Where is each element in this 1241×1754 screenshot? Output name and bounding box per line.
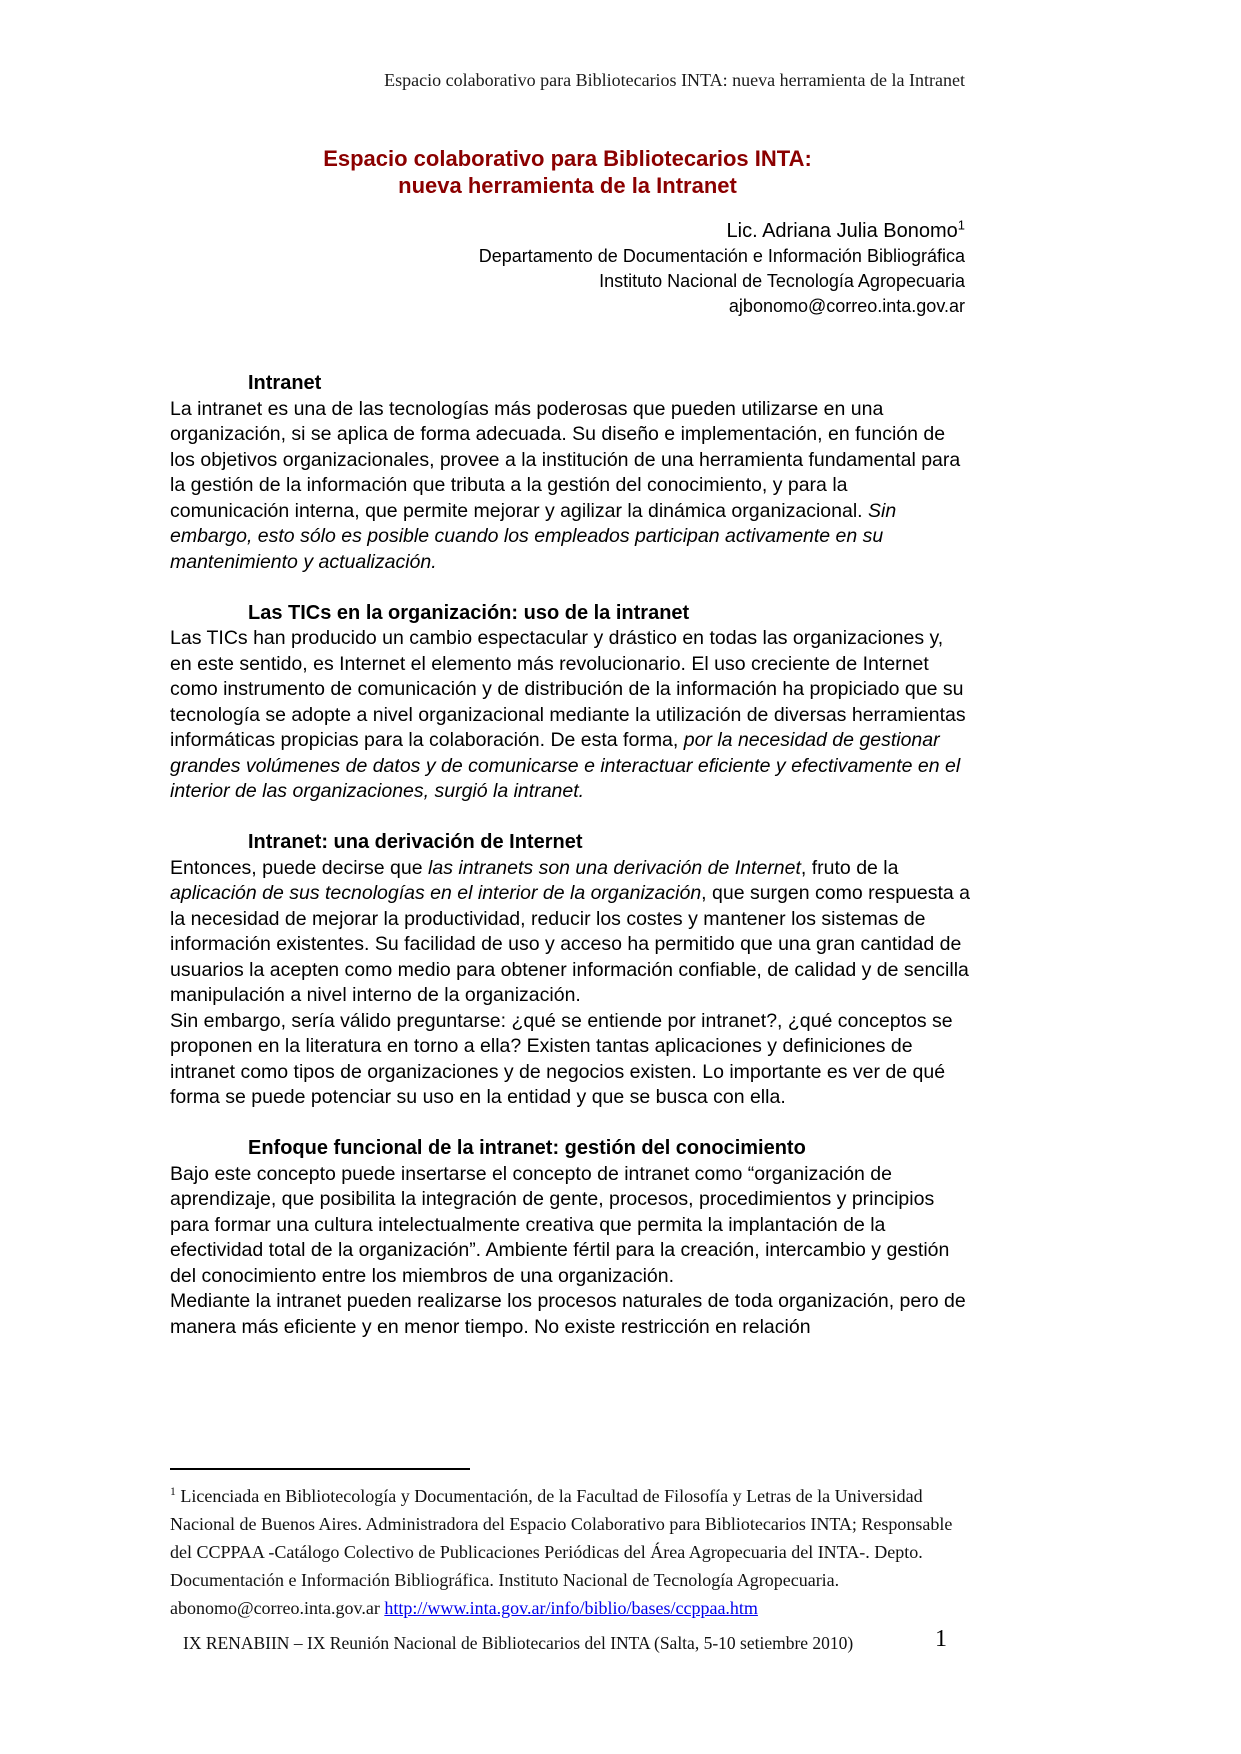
document-title xyxy=(170,145,965,199)
paragraph-enfoque-1 xyxy=(170,1162,970,1290)
running-header: Espacio colaborativo para Bibliotecarios INTA: nueva herramienta de la Intranet xyxy=(384,70,965,90)
page-footer xyxy=(183,1633,903,1654)
paragraph-tics xyxy=(170,626,970,805)
paragraph-derivacion-2 xyxy=(170,1009,970,1111)
section-heading-enfoque: Enfoque funcional de la intranet: gestión del conocimiento xyxy=(248,1137,806,1159)
author-name xyxy=(170,219,965,244)
document-body xyxy=(170,371,970,1340)
paragraph-intranet xyxy=(170,397,970,576)
author-block xyxy=(170,219,965,319)
section-heading-derivacion: Intranet: una derivación de Internet xyxy=(248,831,583,853)
footer-text: IX RENABIIN – IX Reunión Nacional de Bibliotecarios del INTA (Salta, 5-10 setiembre 2010) xyxy=(183,1633,854,1653)
text-run: Las TICs han producido un cambio espectacular y drástico en todas las organizaciones y, en este sentido, es Internet el elemento más revolucionario. El uso creciente de Internet como instrumento de comunicación y de distribución de la información ha propiciado que su tecnología se adopte a nivel organizacional mediante la utilización de diversas herramientas informáticas propicias para la colaboración. De esta forma, xyxy=(170,627,966,751)
text-run: , que surgen como respuesta a la necesidad de mejorar la productividad, reducir los costes y mantener los sistemas de información existentes. Su facilidad de uso y acceso ha permitido que una gran cantidad de usuarios la acepten como medio para obtener información confiable, de calidad y de sencilla manipulación a nivel interno de la organización. xyxy=(170,882,971,1006)
text-run: La intranet es una de las tecnologías más poderosas que pueden utilizarse en una organización, si se aplica de forma adecuada. Su diseño e implementación, en función de los objetivos organizacionales, provee a la institución de una herramienta fundamental para la gestión de la información que tributa a la gestión del conocimiento, y para la comunicación interna, que permite mejorar y agilizar la dinámica organizacional. xyxy=(170,397,961,522)
author-department: Departamento de Documentación e Información Bibliográfica xyxy=(478,246,965,266)
footnote-text xyxy=(170,1482,965,1622)
text-run: , fruto de la xyxy=(800,856,899,879)
text-run-italic: las intranets son una derivación de Internet xyxy=(428,856,801,879)
footnote-block xyxy=(170,1468,965,1622)
footnote-separator-rule xyxy=(170,1468,470,1470)
text-run: Entonces, puede decirse que xyxy=(170,856,429,879)
section-heading-intranet: Intranet xyxy=(248,372,322,394)
paragraph-derivacion-1 xyxy=(170,856,970,1009)
footnote-reference: 1 xyxy=(957,217,965,233)
author-name-text: Lic. Adriana Julia Bonomo xyxy=(726,220,958,242)
footnote-body-text: Licenciada en Bibliotecología y Documentación, de la Facultad de Filosofía y Letras de la Universidad Nacional de Buenos Aires. Administradora del Espacio Colaborativo para Bibliotecarios INTA; Responsable del CCPPAA -Catálogo Colectivo de Publicaciones Periódicas del Área Agropecuaria del INTA-. Depto. Documentación e Información Bibliográfica. Instituto Nacional de Tecnología Agropecuaria. abonomo@correo.inta.gov.ar xyxy=(170,1486,953,1618)
text-run-italic: aplicación de sus tecnologías en el interior de la organización xyxy=(170,882,702,904)
title-line-2: nueva herramienta de la Intranet xyxy=(398,173,737,198)
text-run: Sin embargo, sería válido preguntarse: ¿qué se entiende por intranet?, ¿qué conceptos se proponen en la literatura en torno a ella? Existen tantas aplicaciones y definiciones de intranet como tipos de organizaciones y de negocios existen. Lo importante es ver de qué forma se puede potenciar su uso en la entidad y que se busca con ella. xyxy=(170,1009,953,1108)
text-run-italic: Sin embargo, esto sólo es posible cuando los empleados participan activamente en su mantenimiento y actualización. xyxy=(170,499,897,573)
text-run: Mediante la intranet pueden realizarse los procesos naturales de toda organización, pero de manera más eficiente y en menor tiempo. No existe restricción en relación xyxy=(170,1290,966,1338)
footnote-url-link[interactable]: http://www.inta.gov.ar/info/biblio/bases/ccppaa.htm xyxy=(384,1598,758,1618)
page-number: 1 xyxy=(935,1626,947,1652)
author-institute: Instituto Nacional de Tecnología Agropecuaria xyxy=(599,271,965,291)
section-heading-tics: Las TICs en la organización: uso de la intranet xyxy=(248,601,690,624)
title-line-1: Espacio colaborativo para Bibliotecarios INTA: xyxy=(323,146,812,171)
text-run: Bajo este concepto puede insertarse el concepto de intranet como “organización de aprendizaje, que posibilita la integración de gente, procesos, procedimientos y principios para formar una cultura intelectualmente creativa que permita la implantación de la efectividad total de la organización”. Ambiente fértil para la creación, intercambio y gestión del conocimiento entre los miembros de una organización. xyxy=(170,1162,950,1287)
paragraph-enfoque-2 xyxy=(170,1289,970,1340)
author-email: ajbonomo@correo.inta.gov.ar xyxy=(728,296,965,316)
text-run-italic: por la necesidad de gestionar grandes volúmenes de datos y de comunicarse e interactuar eficiente y efectivamente en el interior de las organizaciones, surgió la intranet. xyxy=(170,729,961,802)
footnote-marker: 1 xyxy=(170,1485,176,1498)
